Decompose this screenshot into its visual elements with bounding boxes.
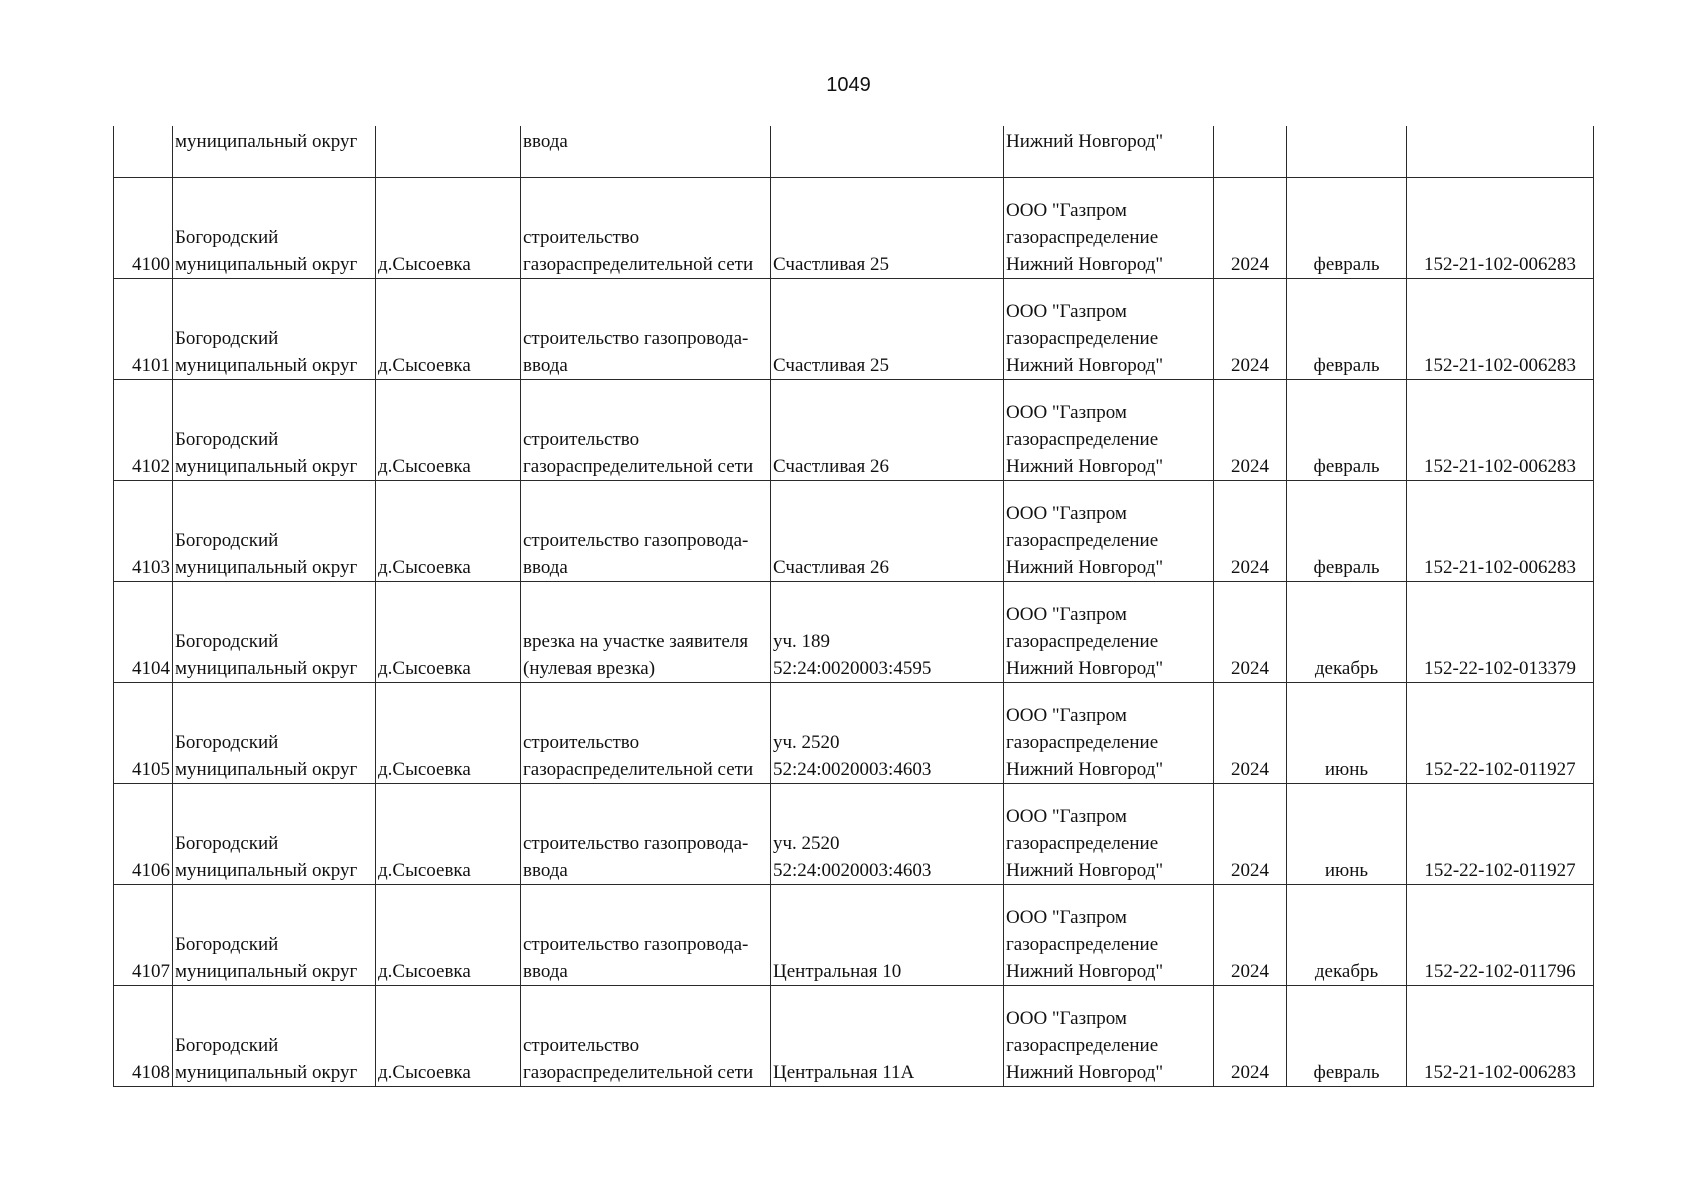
settlement-cell — [376, 582, 521, 683]
row-number — [114, 178, 173, 279]
district-line-1: Богородский — [175, 934, 279, 955]
table-row — [114, 380, 1594, 481]
work-cell — [521, 784, 771, 885]
organization-line-2: газораспределение — [1006, 429, 1159, 450]
work-line-1: строительство — [523, 732, 640, 753]
code-cell — [1407, 784, 1594, 885]
code-text: 152-21-102-006283 — [1424, 557, 1576, 578]
code-text: 152-21-102-006283 — [1424, 355, 1576, 376]
district-line-2: муниципальный округ — [175, 355, 358, 376]
district-cell — [173, 683, 376, 784]
organization-line-3: Нижний Новгород" — [1006, 961, 1164, 982]
year-text: 2024 — [1231, 557, 1269, 578]
work-line-2: газораспределительной сети — [523, 1062, 754, 1083]
code-cell — [1407, 126, 1594, 178]
district-line-2: муниципальный округ — [175, 557, 358, 578]
row-number — [114, 582, 173, 683]
organization-cell — [1004, 885, 1214, 986]
work-line-1: строительство газопровода- — [523, 328, 749, 349]
address-line-2: 52:24:0020003:4603 — [773, 759, 932, 780]
organization-cell — [1004, 582, 1214, 683]
settlement-text: д.Сысоевка — [378, 759, 471, 780]
work-line-1: строительство — [523, 429, 640, 450]
organization-line-2: газораспределение — [1006, 227, 1159, 248]
organization-line-1: ООО "Газпром — [1006, 402, 1127, 423]
row-number-text: 4105 — [132, 759, 170, 780]
month-text: февраль — [1313, 456, 1380, 477]
settlement-text: д.Сысоевка — [378, 658, 471, 679]
organization-line-3: Нижний Новгород" — [1006, 658, 1164, 679]
table-row — [114, 178, 1594, 279]
year-cell — [1214, 380, 1287, 481]
district-cell — [173, 178, 376, 279]
row-number — [114, 986, 173, 1087]
year-cell — [1214, 178, 1287, 279]
code-cell — [1407, 279, 1594, 380]
district-cell — [173, 380, 376, 481]
settlement-cell — [376, 178, 521, 279]
address-line-2: 52:24:0020003:4603 — [773, 860, 932, 881]
row-number-text: 4107 — [132, 961, 170, 982]
district-line-1: Богородский — [175, 530, 279, 551]
year-text: 2024 — [1231, 961, 1269, 982]
row-number — [114, 380, 173, 481]
district-line-2: муниципальный округ — [175, 456, 358, 477]
settlement-text: д.Сысоевка — [378, 355, 471, 376]
code-text: 152-22-102-011796 — [1424, 961, 1576, 982]
settlement-cell — [376, 380, 521, 481]
address-line-2: Счастливая 26 — [773, 557, 889, 578]
month-text: февраль — [1313, 355, 1380, 376]
page-number: 1049 — [826, 74, 871, 96]
year-text: 2024 — [1231, 860, 1269, 881]
year-text: 2024 — [1231, 658, 1269, 679]
continuation-row — [114, 126, 1594, 178]
organization-line-2: газораспределение — [1006, 934, 1159, 955]
organization-line-3: Нижний Новгород" — [1006, 254, 1164, 275]
address-cell — [771, 986, 1004, 1087]
gas-connection-table — [113, 126, 1594, 1087]
work-cell — [521, 582, 771, 683]
month-text: июнь — [1324, 860, 1369, 881]
row-number-text: 4108 — [132, 1062, 170, 1083]
settlement-cell — [376, 126, 521, 178]
year-text: 2024 — [1231, 456, 1269, 477]
organization-cell — [1004, 986, 1214, 1087]
year-text: 2024 — [1231, 1062, 1269, 1083]
work-line-1: строительство газопровода- — [523, 530, 749, 551]
organization-line-2: газораспределение — [1006, 631, 1159, 652]
month-text: декабрь — [1314, 961, 1379, 982]
code-cell — [1407, 582, 1594, 683]
work-cell — [521, 986, 771, 1087]
code-cell — [1407, 986, 1594, 1087]
organization-line-3: Нижний Новгород" — [1006, 456, 1164, 477]
month-cell — [1287, 986, 1407, 1087]
table-row — [114, 279, 1594, 380]
address-cell — [771, 126, 1004, 178]
district-cell — [173, 885, 376, 986]
settlement-text: д.Сысоевка — [378, 1062, 471, 1083]
settlement-cell — [376, 279, 521, 380]
settlement-cell — [376, 683, 521, 784]
settlement-text: д.Сысоевка — [378, 860, 471, 881]
organization-cell: Нижний Новгород" — [1004, 126, 1214, 178]
work-line-2: (нулевая врезка) — [523, 658, 656, 679]
year-cell — [1214, 885, 1287, 986]
organization-line-1: ООО "Газпром — [1006, 806, 1127, 827]
district-cell — [173, 986, 376, 1087]
district-line-2: муниципальный округ — [175, 961, 358, 982]
month-text: февраль — [1313, 1062, 1380, 1083]
district-line-1: Богородский — [175, 227, 279, 248]
settlement-cell — [376, 784, 521, 885]
district-line-1: Богородский — [175, 429, 279, 450]
month-cell — [1287, 683, 1407, 784]
organization-line-3: Нижний Новгород" — [1006, 759, 1164, 780]
district-line-2: муниципальный округ — [175, 759, 358, 780]
organization-line-2: газораспределение — [1006, 732, 1159, 753]
organization-cell — [1004, 683, 1214, 784]
table-row — [114, 885, 1594, 986]
code-text: 152-22-102-011927 — [1424, 759, 1576, 780]
row-number — [114, 885, 173, 986]
district-cell — [173, 784, 376, 885]
district-line-2: муниципальный округ — [175, 254, 358, 275]
organization-line-1: ООО "Газпром — [1006, 301, 1127, 322]
district-cell — [173, 481, 376, 582]
code-cell — [1407, 683, 1594, 784]
year-cell — [1214, 279, 1287, 380]
row-number — [114, 683, 173, 784]
district-line-1: Богородский — [175, 732, 279, 753]
address-cell — [771, 279, 1004, 380]
row-number-text: 4100 — [132, 254, 170, 275]
month-cell — [1287, 279, 1407, 380]
organization-cell — [1004, 784, 1214, 885]
district-line-1: Богородский — [175, 833, 279, 854]
district-cell — [173, 582, 376, 683]
settlement-cell — [376, 986, 521, 1087]
settlement-text: д.Сысоевка — [378, 557, 471, 578]
row-number-text: 4104 — [132, 658, 170, 679]
work-line-2: ввода — [523, 355, 568, 376]
work-line-2: газораспределительной сети — [523, 254, 754, 275]
work-cell — [521, 885, 771, 986]
work-line-1: строительство — [523, 1035, 640, 1056]
year-cell — [1214, 784, 1287, 885]
address-line-2: Центральная 11А — [773, 1062, 915, 1083]
district-cell — [173, 279, 376, 380]
address-cell — [771, 582, 1004, 683]
month-text: февраль — [1313, 557, 1380, 578]
year-cell — [1214, 481, 1287, 582]
table-row — [114, 481, 1594, 582]
month-cell — [1287, 126, 1407, 178]
address-line-2: Счастливая 26 — [773, 456, 889, 477]
work-cell — [521, 380, 771, 481]
row-number-text: 4101 — [132, 355, 170, 376]
month-cell — [1287, 885, 1407, 986]
year-cell — [1214, 986, 1287, 1087]
district-line-2: муниципальный округ — [175, 658, 358, 679]
month-cell — [1287, 380, 1407, 481]
address-line-1: уч. 2520 — [773, 833, 840, 854]
address-line-2: Счастливая 25 — [773, 355, 889, 376]
month-text: февраль — [1313, 254, 1380, 275]
district-line-1: Богородский — [175, 1035, 279, 1056]
address-cell — [771, 885, 1004, 986]
work-cell: ввода — [521, 126, 771, 178]
year-cell — [1214, 582, 1287, 683]
code-text: 152-21-102-006283 — [1424, 456, 1576, 477]
month-cell — [1287, 582, 1407, 683]
settlement-cell — [376, 481, 521, 582]
address-line-2: Счастливая 25 — [773, 254, 889, 275]
organization-line-1: ООО "Газпром — [1006, 503, 1127, 524]
month-cell — [1287, 481, 1407, 582]
district-line-2: муниципальный округ — [175, 860, 358, 881]
code-text: 152-21-102-006283 — [1424, 1062, 1576, 1083]
settlement-text: д.Сысоевка — [378, 456, 471, 477]
organization-line-1: ООО "Газпром — [1006, 1008, 1127, 1029]
work-line-2: ввода — [523, 860, 568, 881]
work-cell — [521, 178, 771, 279]
address-cell — [771, 380, 1004, 481]
organization-line-1: ООО "Газпром — [1006, 907, 1127, 928]
year-text: 2024 — [1231, 355, 1269, 376]
organization-line-3: Нижний Новгород" — [1006, 860, 1164, 881]
address-cell — [771, 178, 1004, 279]
organization-line-3: Нижний Новгород" — [1006, 355, 1164, 376]
row-number-text: 4102 — [132, 456, 170, 477]
settlement-cell — [376, 885, 521, 986]
organization-cell — [1004, 178, 1214, 279]
month-text: декабрь — [1314, 658, 1379, 679]
organization-line-3: Нижний Новгород" — [1006, 1062, 1164, 1083]
organization-line-2: газораспределение — [1006, 328, 1159, 349]
table-body — [114, 126, 1594, 1087]
code-cell — [1407, 481, 1594, 582]
year-cell — [1214, 683, 1287, 784]
district-line-1: Богородский — [175, 631, 279, 652]
year-text: 2024 — [1231, 759, 1269, 780]
district-line-1: Богородский — [175, 328, 279, 349]
address-line-2: Центральная 10 — [773, 961, 902, 982]
work-line-1: строительство газопровода- — [523, 833, 749, 854]
work-line-2: газораспределительной сети — [523, 456, 754, 477]
code-cell — [1407, 178, 1594, 279]
table-row — [114, 986, 1594, 1087]
row-number — [114, 784, 173, 885]
table-row — [114, 683, 1594, 784]
organization-cell — [1004, 380, 1214, 481]
organization-line-2: газораспределение — [1006, 530, 1159, 551]
settlement-text: д.Сысоевка — [378, 254, 471, 275]
organization-line-2: газораспределение — [1006, 1035, 1159, 1056]
address-line-1: уч. 189 — [773, 631, 831, 652]
code-cell — [1407, 885, 1594, 986]
code-text: 152-21-102-006283 — [1424, 254, 1576, 275]
code-text: 152-22-102-013379 — [1424, 658, 1576, 679]
address-cell — [771, 683, 1004, 784]
row-number-text: 4103 — [132, 557, 170, 578]
month-text: июнь — [1324, 759, 1369, 780]
address-cell — [771, 481, 1004, 582]
work-cell — [521, 481, 771, 582]
organization-line-1: ООО "Газпром — [1006, 200, 1127, 221]
work-line-1: строительство газопровода- — [523, 934, 749, 955]
work-line-2: ввода — [523, 961, 568, 982]
num-cell — [114, 126, 173, 178]
row-number-text: 4106 — [132, 860, 170, 881]
settlement-text: д.Сысоевка — [378, 961, 471, 982]
district-line-2: муниципальный округ — [175, 1062, 358, 1083]
organization-line-1: ООО "Газпром — [1006, 604, 1127, 625]
organization-line-2: газораспределение — [1006, 833, 1159, 854]
table-row — [114, 582, 1594, 683]
address-cell — [771, 784, 1004, 885]
district-cell: муниципальный округ — [173, 126, 376, 178]
address-line-2: 52:24:0020003:4595 — [773, 658, 932, 679]
organization-cell — [1004, 481, 1214, 582]
code-cell — [1407, 380, 1594, 481]
row-number — [114, 481, 173, 582]
row-number — [114, 279, 173, 380]
work-cell — [521, 279, 771, 380]
month-cell — [1287, 784, 1407, 885]
work-line-1: строительство — [523, 227, 640, 248]
table-row — [114, 784, 1594, 885]
work-cell — [521, 683, 771, 784]
year-cell — [1214, 126, 1287, 178]
month-cell — [1287, 178, 1407, 279]
code-text: 152-22-102-011927 — [1424, 860, 1576, 881]
year-text: 2024 — [1231, 254, 1269, 275]
work-line-2: газораспределительной сети — [523, 759, 754, 780]
organization-line-3: Нижний Новгород" — [1006, 557, 1164, 578]
address-line-1: уч. 2520 — [773, 732, 840, 753]
organization-line-1: ООО "Газпром — [1006, 705, 1127, 726]
organization-cell — [1004, 279, 1214, 380]
work-line-1: врезка на участке заявителя — [523, 631, 749, 652]
work-line-2: ввода — [523, 557, 568, 578]
